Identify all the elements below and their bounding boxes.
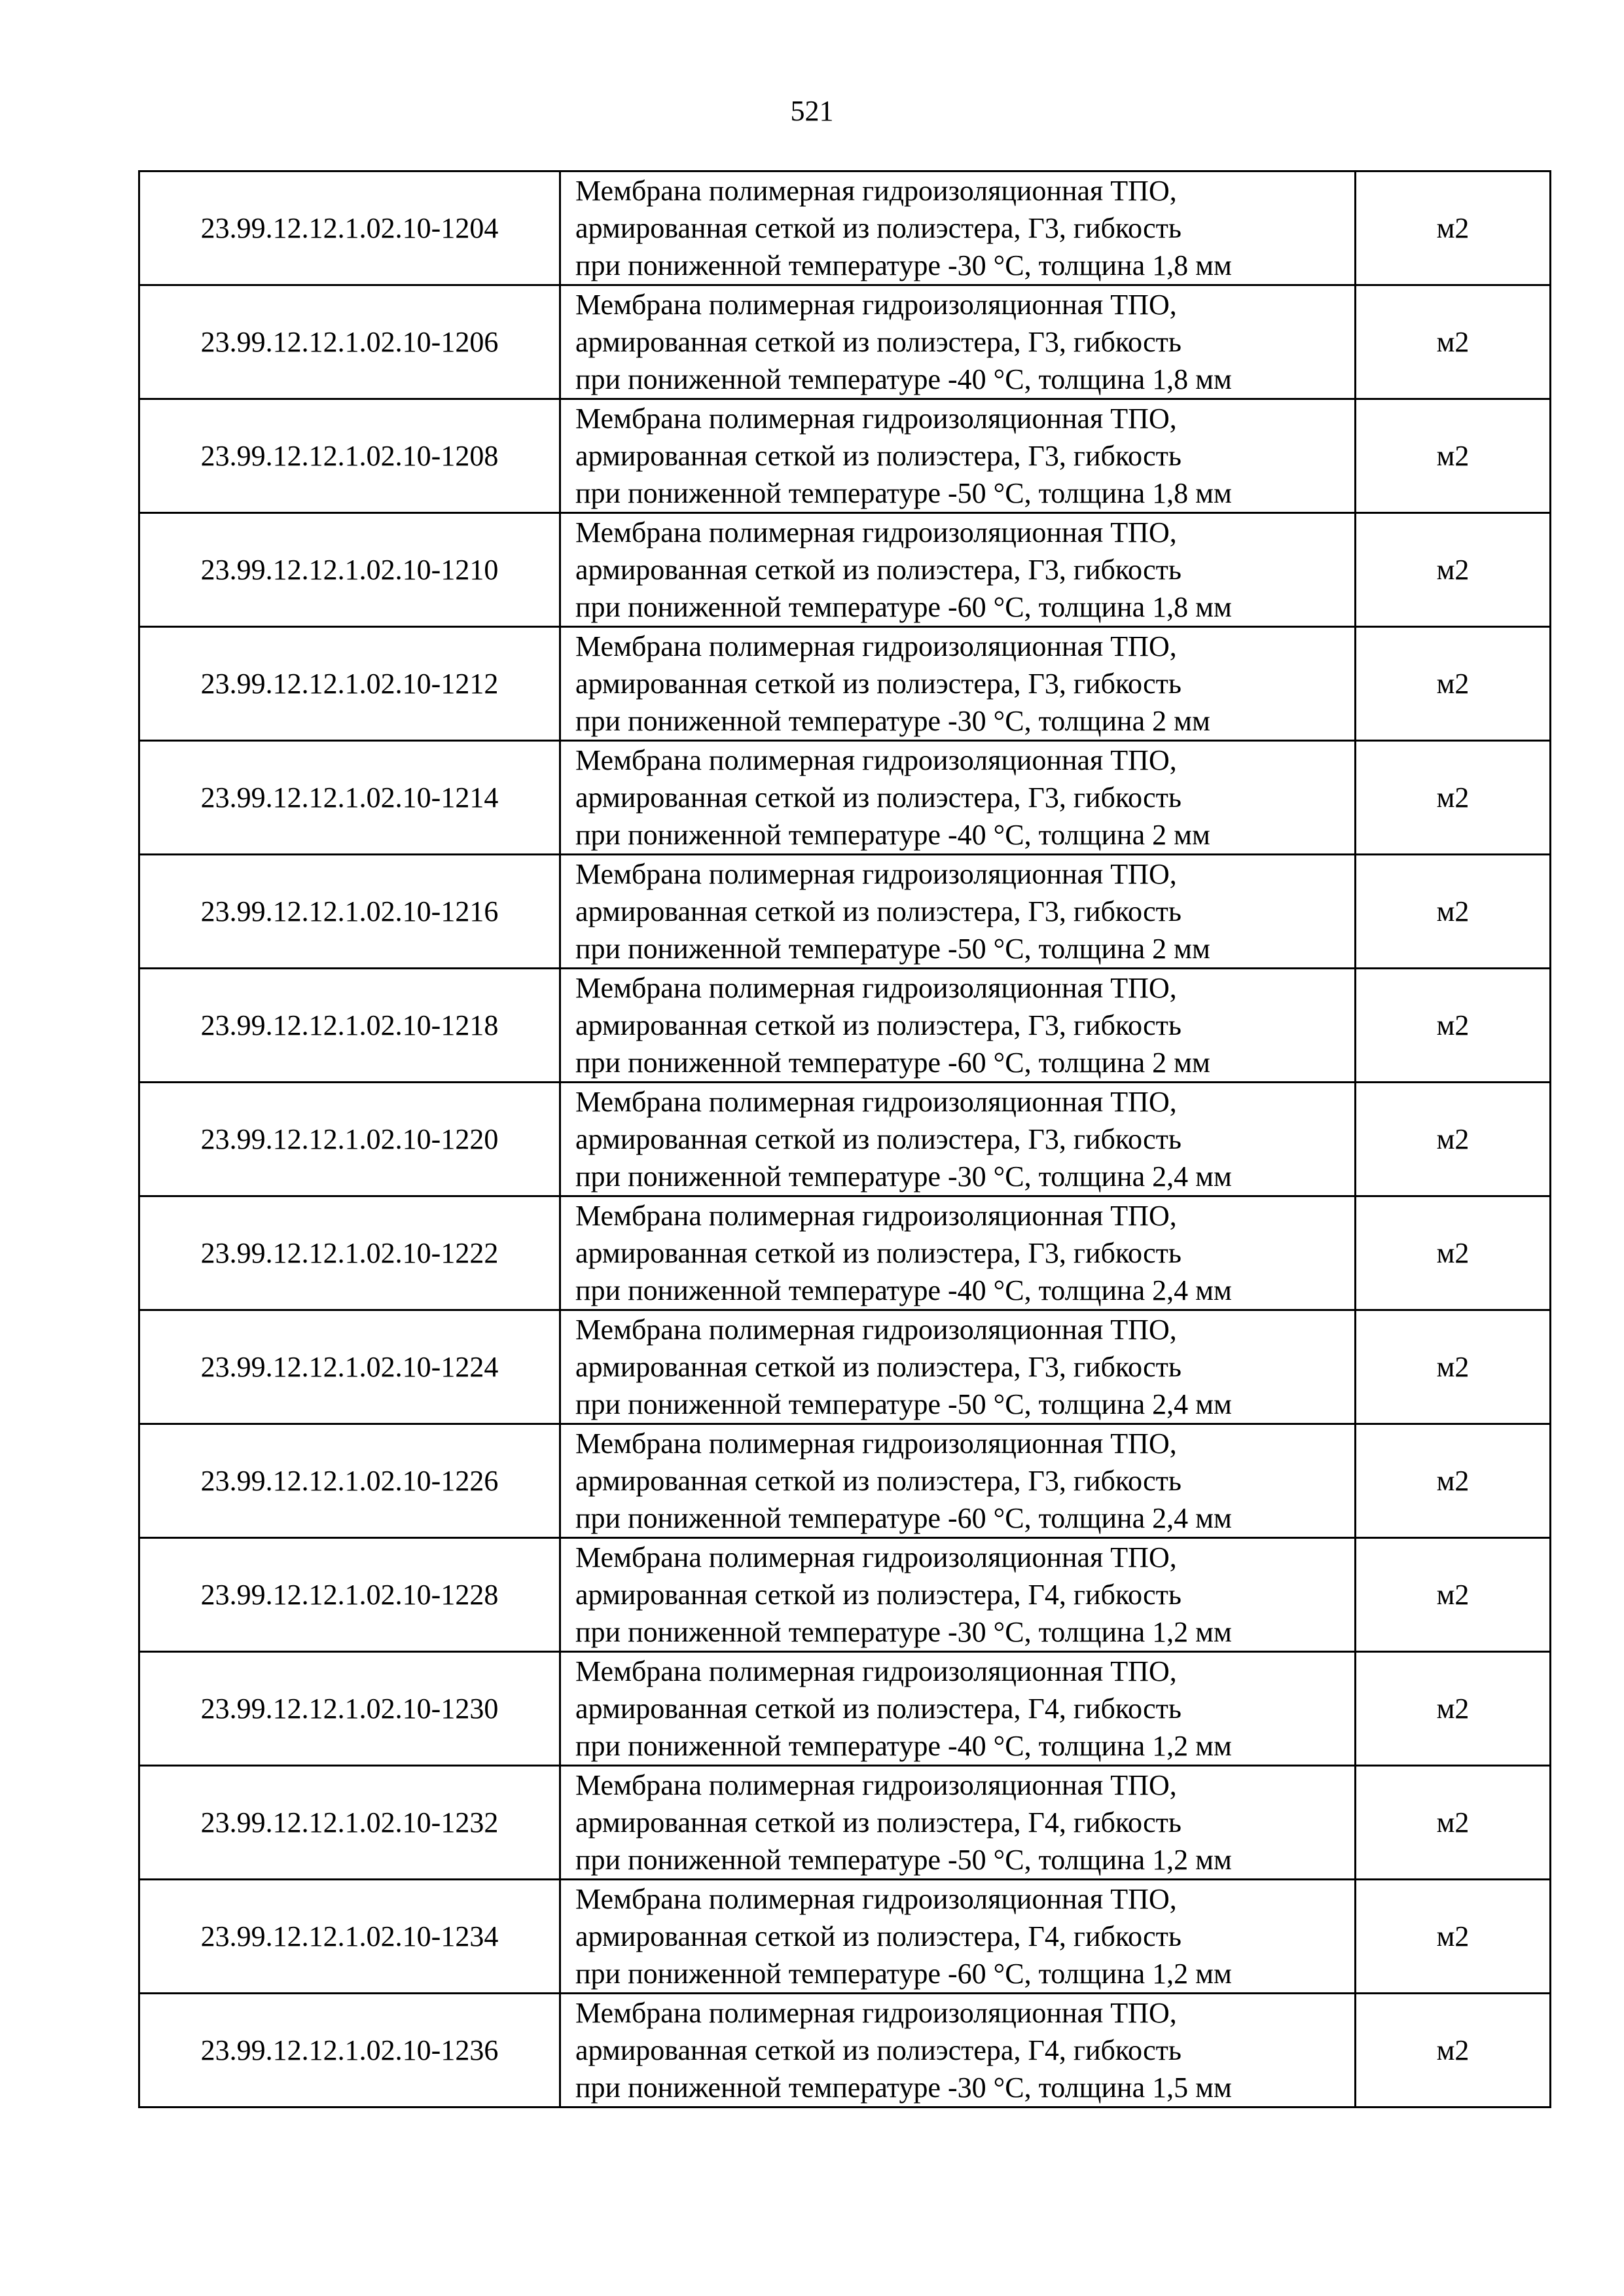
description-line: при пониженной температуре -60 °С, толщина 2,4 мм xyxy=(575,1502,1232,1534)
description-line: Мембрана полимерная гидроизоляционная ТПО, xyxy=(575,744,1177,776)
description-line: армированная сеткой из полиэстера, Г3, гибкость xyxy=(575,440,1182,472)
resource-description-cell xyxy=(560,1083,1356,1196)
description-line: армированная сеткой из полиэстера, Г3, гибкость xyxy=(575,554,1182,586)
resource-code-cell: 23.99.12.12.1.02.10-1214 xyxy=(139,741,560,855)
unit-cell: м2 xyxy=(1356,741,1551,855)
resource-code-cell: 23.99.12.12.1.02.10-1208 xyxy=(139,399,560,513)
table-row xyxy=(139,1424,1551,1538)
description-line: армированная сеткой из полиэстера, Г4, гибкость xyxy=(575,1693,1182,1725)
resource-code-cell: 23.99.12.12.1.02.10-1204 xyxy=(139,171,560,285)
description-line: Мембрана полимерная гидроизоляционная ТПО, xyxy=(575,1883,1177,1915)
resource-description-cell xyxy=(560,741,1356,855)
description-line: при пониженной температуре -30 °С, толщина 1,5 мм xyxy=(575,2072,1232,2104)
unit-cell: м2 xyxy=(1356,513,1551,627)
resource-code-cell: 23.99.12.12.1.02.10-1236 xyxy=(139,1994,560,2108)
resource-code-cell: 23.99.12.12.1.02.10-1228 xyxy=(139,1538,560,1652)
resource-code-cell: 23.99.12.12.1.02.10-1226 xyxy=(139,1424,560,1538)
description-line: при пониженной температуре -50 °С, толщина 2,4 мм xyxy=(575,1388,1232,1420)
resource-description-cell xyxy=(560,171,1356,285)
unit-cell: м2 xyxy=(1356,1310,1551,1424)
unit-cell: м2 xyxy=(1356,1994,1551,2108)
resource-code-cell: 23.99.12.12.1.02.10-1222 xyxy=(139,1196,560,1310)
unit-cell: м2 xyxy=(1356,1766,1551,1880)
description-line: армированная сеткой из полиэстера, Г3, гибкость xyxy=(575,668,1182,700)
description-line: армированная сеткой из полиэстера, Г3, гибкость xyxy=(575,1351,1182,1383)
table-row xyxy=(139,627,1551,741)
resource-description-cell xyxy=(560,399,1356,513)
description-line: армированная сеткой из полиэстера, Г3, гибкость xyxy=(575,1009,1182,1041)
description-line: Мембрана полимерная гидроизоляционная ТПО, xyxy=(575,972,1177,1004)
unit-cell: м2 xyxy=(1356,1538,1551,1652)
resource-code-cell: 23.99.12.12.1.02.10-1212 xyxy=(139,627,560,741)
table-row xyxy=(139,969,1551,1083)
description-line: при пониженной температуре -50 °С, толщина 1,8 мм xyxy=(575,477,1232,509)
unit-cell: м2 xyxy=(1356,627,1551,741)
description-line: Мембрана полимерная гидроизоляционная ТПО, xyxy=(575,403,1177,435)
unit-cell: м2 xyxy=(1356,171,1551,285)
description-line: при пониженной температуре -60 °С, толщина 1,8 мм xyxy=(575,591,1232,623)
resource-code-cell: 23.99.12.12.1.02.10-1232 xyxy=(139,1766,560,1880)
description-line: армированная сеткой из полиэстера, Г3, гибкость xyxy=(575,1237,1182,1269)
unit-cell: м2 xyxy=(1356,399,1551,513)
unit-cell: м2 xyxy=(1356,1880,1551,1994)
resource-description-cell xyxy=(560,1424,1356,1538)
description-line: Мембрана полимерная гидроизоляционная ТПО, xyxy=(575,630,1177,662)
page-number: 521 xyxy=(790,95,834,127)
description-line: при пониженной температуре -30 °С, толщина 2 мм xyxy=(575,705,1210,737)
table-row xyxy=(139,285,1551,399)
unit-cell: м2 xyxy=(1356,1424,1551,1538)
table-row xyxy=(139,855,1551,969)
table-row xyxy=(139,1310,1551,1424)
description-line: армированная сеткой из полиэстера, Г3, гибкость xyxy=(575,1123,1182,1155)
description-line: при пониженной температуре -30 °С, толщина 1,8 мм xyxy=(575,249,1232,281)
unit-cell: м2 xyxy=(1356,855,1551,969)
unit-cell: м2 xyxy=(1356,969,1551,1083)
description-line: армированная сеткой из полиэстера, Г3, гибкость xyxy=(575,212,1182,244)
table-row xyxy=(139,1652,1551,1766)
description-line: Мембрана полимерная гидроизоляционная ТПО, xyxy=(575,1427,1177,1460)
resource-code-cell: 23.99.12.12.1.02.10-1206 xyxy=(139,285,560,399)
resource-description-cell xyxy=(560,1880,1356,1994)
description-line: Мембрана полимерная гидроизоляционная ТПО, xyxy=(575,858,1177,890)
unit-cell: м2 xyxy=(1356,285,1551,399)
description-line: Мембрана полимерная гидроизоляционная ТПО, xyxy=(575,1769,1177,1801)
description-line: Мембрана полимерная гидроизоляционная ТПО, xyxy=(575,175,1177,207)
description-line: Мембрана полимерная гидроизоляционная ТПО, xyxy=(575,1655,1177,1687)
resource-description-cell xyxy=(560,627,1356,741)
unit-cell: м2 xyxy=(1356,1083,1551,1196)
description-line: при пониженной температуре -40 °С, толщина 2 мм xyxy=(575,819,1210,851)
description-line: Мембрана полимерная гидроизоляционная ТПО, xyxy=(575,1086,1177,1118)
description-line: Мембрана полимерная гидроизоляционная ТПО, xyxy=(575,289,1177,321)
resource-description-cell xyxy=(560,1196,1356,1310)
description-line: Мембрана полимерная гидроизоляционная ТПО, xyxy=(575,1200,1177,1232)
resource-description-cell xyxy=(560,1994,1356,2108)
table-row xyxy=(139,171,1551,285)
resource-description-cell xyxy=(560,1766,1356,1880)
table-row xyxy=(139,1196,1551,1310)
description-line: армированная сеткой из полиэстера, Г3, гибкость xyxy=(575,781,1182,814)
description-line: при пониженной температуре -30 °С, толщина 1,2 мм xyxy=(575,1616,1232,1648)
table-row xyxy=(139,1083,1551,1196)
resource-code-cell: 23.99.12.12.1.02.10-1216 xyxy=(139,855,560,969)
description-line: Мембрана полимерная гидроизоляционная ТПО, xyxy=(575,1541,1177,1573)
description-line: Мембрана полимерная гидроизоляционная ТПО, xyxy=(575,516,1177,548)
resource-code-cell: 23.99.12.12.1.02.10-1210 xyxy=(139,513,560,627)
resource-description-cell xyxy=(560,285,1356,399)
unit-cell: м2 xyxy=(1356,1652,1551,1766)
table-row xyxy=(139,1766,1551,1880)
resource-code-cell: 23.99.12.12.1.02.10-1234 xyxy=(139,1880,560,1994)
table-row xyxy=(139,1538,1551,1652)
description-line: армированная сеткой из полиэстера, Г3, гибкость xyxy=(575,326,1182,358)
description-line: при пониженной температуре -50 °С, толщина 2 мм xyxy=(575,933,1210,965)
table-row xyxy=(139,741,1551,855)
description-line: армированная сеткой из полиэстера, Г4, гибкость xyxy=(575,1806,1182,1839)
resource-description-cell xyxy=(560,1652,1356,1766)
description-line: при пониженной температуре -40 °С, толщина 1,8 мм xyxy=(575,363,1232,395)
resource-description-cell xyxy=(560,513,1356,627)
description-line: армированная сеткой из полиэстера, Г4, гибкость xyxy=(575,1579,1182,1611)
description-line: армированная сеткой из полиэстера, Г4, гибкость xyxy=(575,1920,1182,1952)
resource-description-cell xyxy=(560,855,1356,969)
description-line: при пониженной температуре -60 °С, толщина 1,2 мм xyxy=(575,1958,1232,1990)
resource-description-cell xyxy=(560,1310,1356,1424)
description-line: при пониженной температуре -30 °С, толщина 2,4 мм xyxy=(575,1160,1232,1193)
resource-code-cell: 23.99.12.12.1.02.10-1218 xyxy=(139,969,560,1083)
description-line: Мембрана полимерная гидроизоляционная ТПО, xyxy=(575,1314,1177,1346)
resource-description-cell xyxy=(560,969,1356,1083)
description-line: при пониженной температуре -60 °С, толщина 2 мм xyxy=(575,1047,1210,1079)
description-line: при пониженной температуре -40 °С, толщина 2,4 мм xyxy=(575,1274,1232,1306)
resource-code-cell: 23.99.12.12.1.02.10-1220 xyxy=(139,1083,560,1196)
description-line: Мембрана полимерная гидроизоляционная ТПО, xyxy=(575,1997,1177,2029)
table-body xyxy=(139,171,1551,2108)
table-row xyxy=(139,399,1551,513)
resource-code-cell: 23.99.12.12.1.02.10-1230 xyxy=(139,1652,560,1766)
table-row xyxy=(139,1994,1551,2108)
table-row xyxy=(139,1880,1551,1994)
table-row xyxy=(139,513,1551,627)
description-line: армированная сеткой из полиэстера, Г3, гибкость xyxy=(575,895,1182,927)
unit-cell: м2 xyxy=(1356,1196,1551,1310)
description-line: при пониженной температуре -50 °С, толщина 1,2 мм xyxy=(575,1844,1232,1876)
resource-code-cell: 23.99.12.12.1.02.10-1224 xyxy=(139,1310,560,1424)
catalog-table xyxy=(138,170,1551,2108)
description-line: армированная сеткой из полиэстера, Г3, гибкость xyxy=(575,1465,1182,1497)
resource-description-cell xyxy=(560,1538,1356,1652)
description-line: армированная сеткой из полиэстера, Г4, гибкость xyxy=(575,2034,1182,2066)
description-line: при пониженной температуре -40 °С, толщина 1,2 мм xyxy=(575,1730,1232,1762)
